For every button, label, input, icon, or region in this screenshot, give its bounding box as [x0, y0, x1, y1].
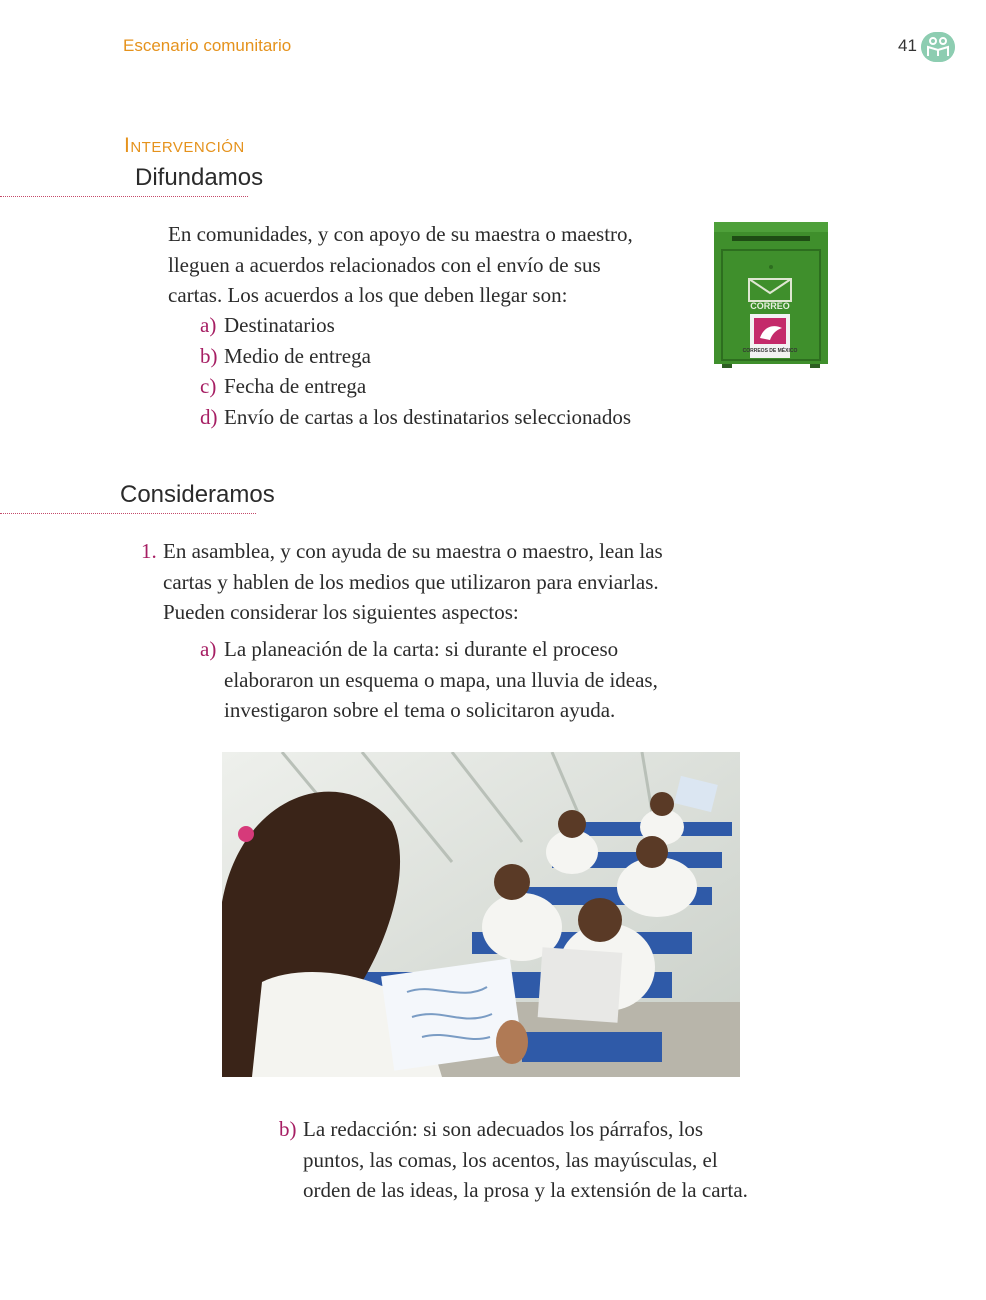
- section-label-intervencion: Intervención: [124, 134, 245, 157]
- list-marker: c): [200, 374, 217, 398]
- classroom-photo: [222, 752, 740, 1077]
- step-1: [141, 536, 701, 628]
- aspect-line: investigaron sobre el tema o solicitaron ayuda.: [224, 698, 616, 722]
- list-marker: a): [200, 313, 217, 337]
- difundamos-intro: [168, 219, 633, 311]
- mailbox-label-bottom: CORREOS DE MÉXICO: [742, 348, 798, 354]
- list-item: [200, 310, 631, 341]
- aspect-line: orden de las ideas, la prosa y la extensión de la carta.: [303, 1178, 748, 1202]
- list-marker: b): [279, 1117, 297, 1141]
- list-item: [200, 371, 631, 402]
- section-divider: [0, 513, 256, 514]
- aspect-a: [200, 634, 700, 726]
- section-divider: [0, 196, 248, 197]
- aspect-b: [279, 1114, 759, 1206]
- step-line: cartas y hablen de los medios que utilizaron para enviarlas.: [163, 569, 659, 594]
- aspect-line: elaboraron un esquema o mapa, una lluvia de ideas,: [224, 667, 658, 692]
- list-item-text: Medio de entrega: [224, 343, 371, 368]
- list-item: [200, 402, 631, 433]
- aspect-line: puntos, las comas, los acentos, las mayúsculas, el: [303, 1147, 718, 1172]
- intro-line: En comunidades, y con apoyo de su maestra o maestro,: [168, 222, 633, 246]
- mailbox-label-top: CORREO: [750, 301, 790, 311]
- agreements-list: [200, 310, 631, 432]
- aspect-text: [303, 1114, 759, 1206]
- section-title-difundamos: Difundamos: [135, 164, 264, 191]
- list-item-text: Destinatarios: [224, 313, 335, 337]
- list-marker: d): [200, 404, 218, 429]
- aspect-text: [224, 634, 700, 726]
- step-line: En asamblea, y con ayuda de su maestra o maestro, lean las: [163, 539, 663, 563]
- intro-line: lleguen a acuerdos relacionados con el envío de sus: [168, 252, 601, 277]
- section-title-consideramos: Consideramos: [120, 481, 275, 508]
- mailbox-photo: [712, 222, 830, 368]
- dove-logo-icon: [754, 318, 786, 344]
- running-header: Escenario comunitario: [123, 36, 292, 55]
- step-number: 1.: [141, 539, 157, 563]
- step-text: [163, 536, 701, 628]
- aspect-line: La planeación de la carta: si durante el proceso: [224, 637, 619, 661]
- list-marker: a): [200, 637, 217, 661]
- aspect-line: La redacción: si son adecuados los párrafos, los: [303, 1117, 704, 1141]
- list-item-text: Fecha de entrega: [224, 374, 367, 398]
- page-number: 41: [898, 36, 917, 55]
- list-item: [200, 341, 631, 372]
- list-item-text: Envío de cartas a los destinatarios seleccionados: [224, 404, 632, 429]
- reading-children-icon: [921, 32, 955, 62]
- intro-line: cartas. Los acuerdos a los que deben llegar son:: [168, 283, 568, 307]
- list-marker: b): [200, 343, 218, 368]
- step-line: Pueden considerar los siguientes aspectos:: [163, 600, 519, 624]
